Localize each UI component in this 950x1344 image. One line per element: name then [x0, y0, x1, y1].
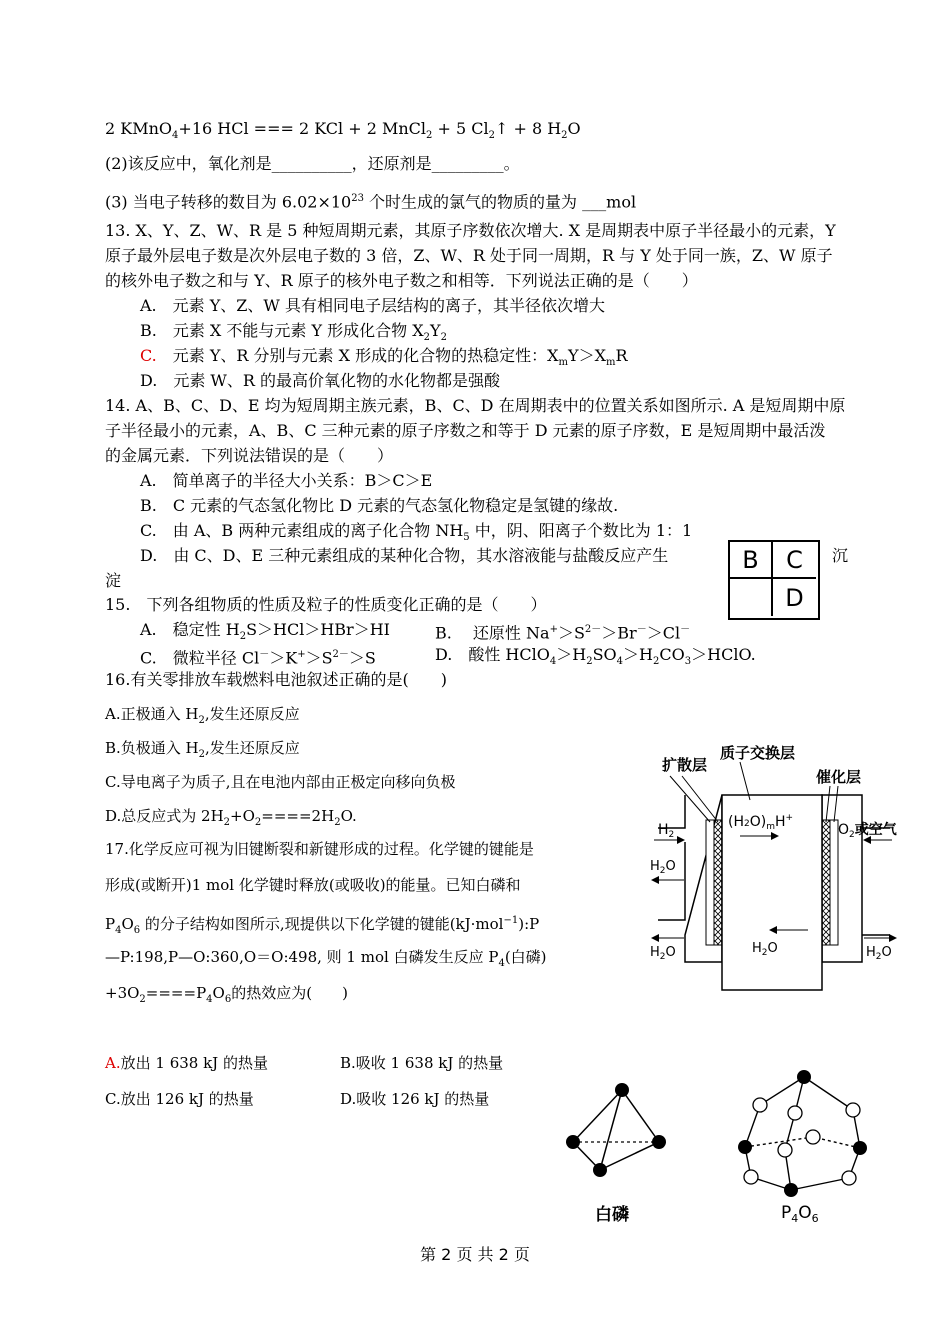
periodic-position-grid [728, 540, 820, 620]
q13-stem-line2: 原子最外层电子数是次外层电子数的 3 倍，Z、W、R 处于同一周期，R 与 Y 处于同一族，Z、W 原子 [105, 246, 833, 265]
q16-option-d: D.总反应式为 $2H_2+O_2====2H_2O$. [105, 807, 357, 828]
page-footer: 第 2 页 共 2 页 [420, 1245, 530, 1264]
cell-empty [730, 579, 773, 616]
q15-stem: 15. 下列各组物质的性质及粒子的性质变化正确的是（ ） [105, 595, 547, 614]
q16-option-c: C.导电离子为质子,且在电池内部由正极定向移向负极 [105, 773, 456, 791]
h2o-left-bottom-label [650, 945, 676, 962]
q17-option-a: A.放出 1 638 kJ 的热量 [105, 1054, 268, 1072]
q14-stem-line2: 子半径最小的元素，A、B、C 三种元素的原子序数之和等于 D 元素的原子序数，E 是短周期中最活泼 [105, 421, 826, 440]
answer-mark: A. [105, 1054, 121, 1072]
q12-part2: (2)该反应中，氧化剂是__________，还原剂是_________。 [105, 154, 520, 173]
svg-text:P4O6: $P_4O_6$ [781, 1203, 819, 1225]
svg-text:H2O: $H_2O$ [650, 945, 676, 962]
membrane-label [720, 744, 795, 762]
q15-option-a: A. 稳定性 $H_2S>HCl>HBr>HI$ [140, 620, 390, 643]
q16-stem: 16.有关零排放车载燃料电池叙述正确的是( ) [105, 670, 447, 689]
cell-d: D [785, 583, 804, 612]
q14-option-a: A. 简单离子的半径大小关系：B＞C＞E [140, 471, 433, 490]
molecule-structures [555, 1065, 875, 1235]
q12-part3: (3) 当电子转移的数目为 $6.02\times 10^{23}$ 个时生成的氯气的物质的量为 ___mol [105, 192, 637, 212]
white-phosphorus-label [595, 1204, 629, 1225]
svg-text:O2或空气: $O_2$或空气 [838, 822, 897, 840]
svg-text:H2O: $H_2O$ [866, 945, 892, 962]
catalyst-layer-label [816, 768, 861, 786]
cell-c: C [773, 542, 816, 579]
fuel-cell-diagram [640, 740, 920, 1010]
q14-option-d-wrap: 淀 [105, 571, 122, 590]
h2-inlet-label [658, 822, 674, 840]
answer-mark: C. [140, 346, 157, 365]
q17-option-b: B.吸收 1 638 kJ 的热量 [340, 1054, 504, 1072]
svg-text:催化层: 催化层 [816, 768, 862, 786]
q14-stem-line1: 14. A、B、C、D、E 均为短周期主族元素，B、C、D 在周期表中的位置关系如图所示. A 是短周期中原 [105, 396, 846, 415]
q13-option-b: B. 元素 X 不能与元素 Y 形成化合物 $X_2Y_2$ [140, 321, 447, 344]
q17-stem-line5: $+3O_2====P_4O_6$的热效应为( ) [105, 984, 348, 1005]
q13-option-c: C. 元素 Y、R 分别与元素 X 形成的化合物的热稳定性：$X_mY>X_mR$ [140, 346, 628, 369]
p4o6-label [781, 1203, 819, 1225]
q15-option-b: B. 还原性 $Na^+>S^{2-}>Br^->Cl^-$ [435, 623, 691, 643]
q13-option-a: A. 元素 Y、Z、W 具有相同电子层结构的离子，其半径依次增大 [140, 296, 605, 315]
svg-text:白磷: 白磷 [595, 1205, 629, 1225]
svg-text:质子交换层: 质子交换层 [720, 744, 796, 762]
q14-option-c: C. 由 A、B 两种元素组成的离子化合物 $NH_5$ 中，阴、阳离子个数比为 1：1 [140, 521, 693, 544]
q15-option-d: D. 酸性 $HClO_4>H_2SO_4>H_2CO_3>HClO$. [435, 645, 756, 668]
h2o-left-top-label [650, 859, 676, 876]
q13-stem-line1: 13. X、Y、Z、W、R 是 5 种短周期元素，其原子序数依次增大. X 是周期表中原子半径最小的元素，Y [105, 221, 836, 240]
q17-stem-line1: 17.化学反应可视为旧键断裂和新键形成的过程。化学键的键能是 [105, 840, 534, 858]
h2o-right-label [866, 945, 892, 962]
svg-text:(H2O)mH+: $(H2O)_mH^+$ [728, 813, 794, 832]
q17-stem-line4: —P:198,P—O:360,O＝O:498, 则 1 mol 白磷发生反应 $P_4$(白磷) [105, 948, 547, 969]
q17-stem-line3: $P_4O_6$ 的分子结构如图所示,现提供以下化学键的键能(kJ·mol$^{-1}$):P [105, 915, 540, 936]
q17-option-c: C.放出 126 kJ 的热量 [105, 1090, 254, 1108]
q15-option-c: C. 微粒半径 $Cl^->K^+>S^{2-}>S$ [140, 648, 376, 668]
svg-text:扩散层: 扩散层 [662, 756, 708, 774]
p4o6-structure [738, 1070, 867, 1197]
cell-b: B [730, 542, 773, 579]
white-phosphorus-structure [566, 1083, 666, 1177]
svg-text:H2O: $H_2O$ [650, 859, 676, 876]
q14-option-b: B. C 元素的气态氢化物比 D 元素的气态氢化物稳定是氢键的缘故. [140, 496, 619, 515]
o2-inlet-label [838, 821, 898, 840]
svg-text:H2O: $H_2O$ [752, 941, 778, 958]
q13-stem-line3: 的核外电子数之和与 Y、R 原子的核外电子数之和相等．下列说法正确的是（ ） [105, 271, 698, 290]
q14-option-d-end: 沉 [832, 546, 849, 565]
q14-stem-line3: 的金属元素．下列说法错误的是（ ） [105, 446, 394, 465]
q13-option-d: D. 元素 W、R 的最高价氧化物的水化物都是强酸 [140, 371, 501, 390]
q16-option-a: A.正极通入 $H_2$,发生还原反应 [105, 705, 300, 726]
equation-line: 2 KMnO$_4$+16 HCl === 2 KCl + 2 MnCl$_2$ + 5 $Cl_2↑ + 8$ $H_2O$ [105, 119, 581, 142]
q17-stem-line2: 形成(或断开)1 mol 化学键时释放(或吸收)的能量。已知白磷和 [105, 876, 521, 894]
q14-option-d: D. 由 C、D、E 三种元素组成的某种化合物，其水溶液能与盐酸反应产生 [140, 546, 669, 565]
proton-label [728, 813, 793, 832]
q17-option-d: D.吸收 126 kJ 的热量 [340, 1090, 490, 1108]
svg-text:H2: $H_2$ [658, 822, 675, 840]
q16-option-b: B.负极通入 $H_2$,发生还原反应 [105, 739, 300, 760]
diffusion-layer-label [662, 756, 707, 774]
